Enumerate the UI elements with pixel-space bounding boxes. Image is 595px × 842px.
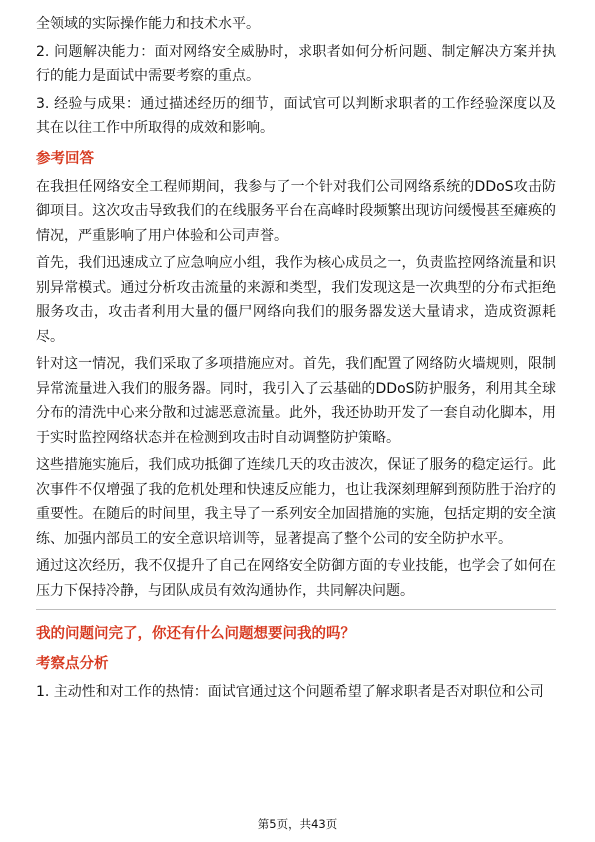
answer-paragraph: 针对这一情况，我们采取了多项措施应对。首先，我们配置了网络防火墙规则，限制异常流量进入我们的服务器。同时，我引入了云基础的DDoS防护服务，利用其全球分布的清洗中心来分散和过滤恶意流量。此外，我还协助开发了一套自动化脚本，用于实时监控网络状态并在检测到攻击时自动调整防护策略。 bbox=[36, 356, 556, 446]
question-heading: 我的问题问完了，你还有什么问题想要问我的吗？ bbox=[36, 626, 355, 642]
answer-paragraph: 这些措施实施后，我们成功抵御了连续几天的攻击波次，保证了服务的稳定运行。此次事件不仅增强了我的危机处理和快速反应能力，也让我深刻理解到预防胜于治疗的重要性。在随后的时间里，我主导了一系列安全加固措施的实施，包括定期的安全演练、加强内部员工的安全意识培训等，显著提高了整个公司的安全防护水平。 bbox=[36, 457, 556, 547]
answer-paragraph: 通过这次经历，我不仅提升了自己在网络安全防御方面的专业技能，也学会了如何在压力下保持冷静，与团队成员有效沟通协作，共同解决问题。 bbox=[36, 558, 556, 599]
answer-heading: 参考回答 bbox=[36, 150, 94, 167]
answer-paragraph: 在我担任网络安全工程师期间，我参与了一个针对我们公司网络系统的DDoS攻击防御项目。这次攻击导致我们的在线服务平台在高峰时段频繁出现访问缓慢甚至瘫痪的情况，严重影响了用户体验和公司声誉。 bbox=[36, 178, 556, 244]
analysis-point: 1. 主动性和对工作的热情：面试官通过这个问题希望了解求职者是否对职位和公司 bbox=[36, 684, 544, 700]
assessment-point: 2. 问题解决能力：面对网络安全威胁时，求职者如何分析问题、制定解决方案并执行的能力是面试中需要考察的重点。 bbox=[36, 43, 556, 84]
page-content bbox=[36, 12, 556, 708]
answer-paragraph: 首先，我们迅速成立了应急响应小组，我作为核心成员之一，负责监控网络流量和识别异常模式。通过分析攻击流量的来源和类型，我们发现这是一次典型的分布式拒绝服务攻击，攻击者利用大量的僵尸网络向我们的服务器发送大量请求，造成资源耗尽。 bbox=[36, 255, 556, 345]
assessment-point: 全领域的实际操作能力和技术水平。 bbox=[36, 16, 260, 32]
assessment-point: 3. 经验与成果：通过描述经历的细节，面试官可以判断求职者的工作经验深度以及其在以往工作中所取得的成效和影响。 bbox=[36, 95, 556, 136]
section-divider bbox=[36, 609, 556, 610]
page-number: 第5页，共43页 bbox=[257, 817, 338, 831]
analysis-heading: 考察点分析 bbox=[36, 656, 109, 672]
